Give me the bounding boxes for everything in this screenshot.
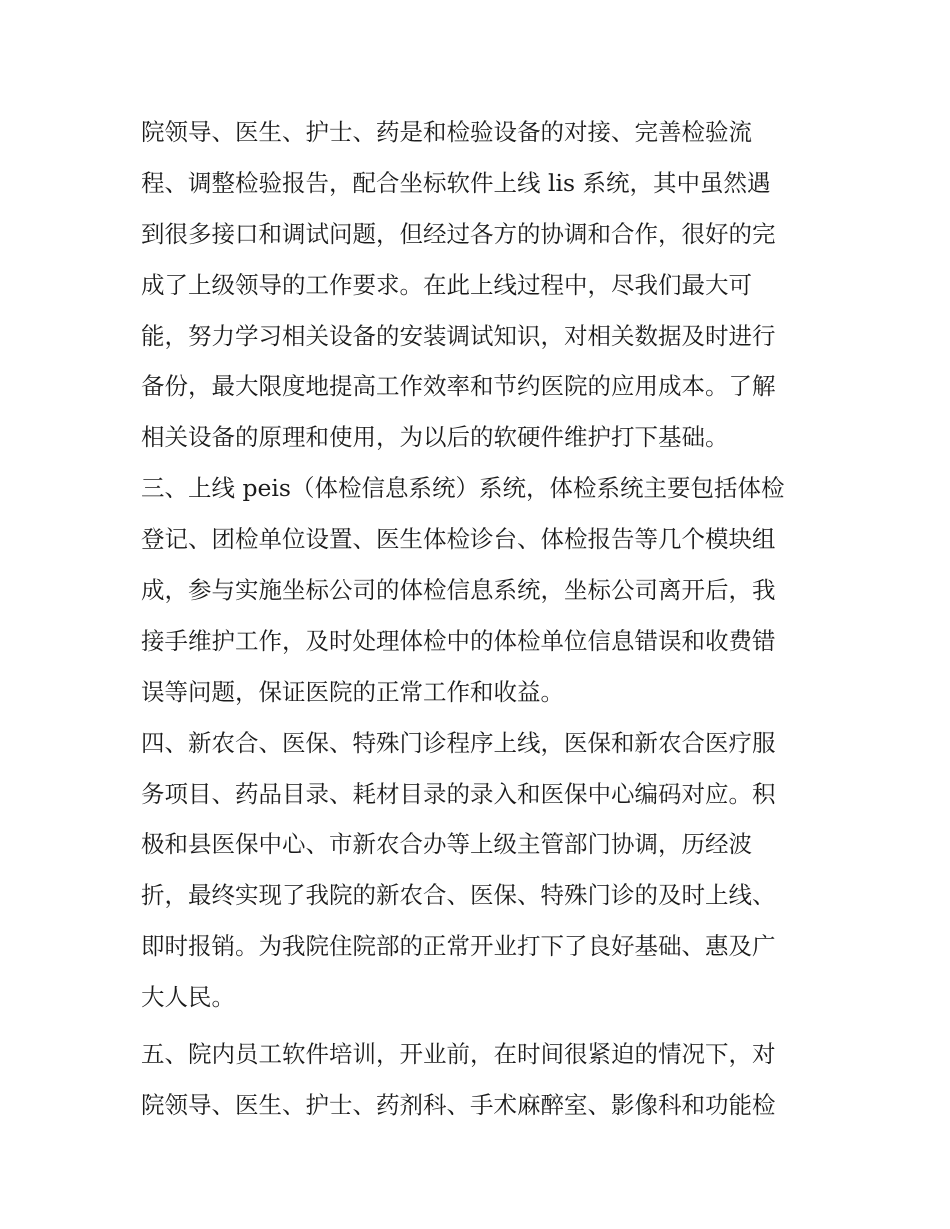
text-line: 到很多接口和调试问题，但经过各方的协调和合作，很好的完 xyxy=(141,219,776,248)
text-line: 院领导、医生、护士、药剂科、手术麻醉室、影像科和功能检 xyxy=(141,1090,776,1119)
text-line: 院领导、医生、护士、药是和检验设备的对接、完善检验流 xyxy=(141,118,752,146)
text-line: 极和县医保中心、市新农合办等上级主管部门协调，历经波 xyxy=(141,830,752,859)
text-line: 成，参与实施坐标公司的体检信息系统，坐标公司离开后，我 xyxy=(141,576,776,605)
text-line: 五、院内员工软件培训，开业前，在时间很紧迫的情况下，对 xyxy=(141,1040,776,1069)
text-line: 误等问题，保证医院的正常工作和收益。 xyxy=(141,677,564,706)
text-line: 成了上级领导的工作要求。在此上线过程中，尽我们最大可 xyxy=(141,270,752,299)
text-line: 大人民。 xyxy=(141,983,235,1012)
text-line: 程、调整检验报告，配合坐标软件上线 lis 系统，其中虽然遇 xyxy=(141,168,771,197)
text-line: 折，最终实现了我院的新农合、医保、特殊门诊的及时上线、 xyxy=(141,881,776,910)
text-line: 即时报销。为我院住院部的正常开业打下了良好基础、惠及广 xyxy=(141,932,776,961)
text-line: 能，努力学习相关设备的安装调试知识，对相关数据及时进行 xyxy=(141,321,776,350)
text-line: 相关设备的原理和使用，为以后的软硬件维护打下基础。 xyxy=(141,423,729,452)
text-line: 备份，最大限度地提高工作效率和节约医院的应用成本。了解 xyxy=(141,372,776,401)
text-line: 登记、团检单位设置、医生体检诊台、体检报告等几个模块组 xyxy=(141,525,776,554)
text-line: 四、新农合、医保、特殊门诊程序上线，医保和新农合医疗服 xyxy=(141,728,776,757)
text-line: 接手维护工作，及时处理体检中的体检单位信息错误和收费错 xyxy=(141,626,776,655)
text-line: 三、上线 peis（体检信息系统）系统，体检系统主要包括体检 xyxy=(141,474,785,503)
text-line: 务项目、药品目录、耗材目录的录入和医保中心编码对应。积 xyxy=(141,779,776,808)
document-body xyxy=(141,107,821,1131)
